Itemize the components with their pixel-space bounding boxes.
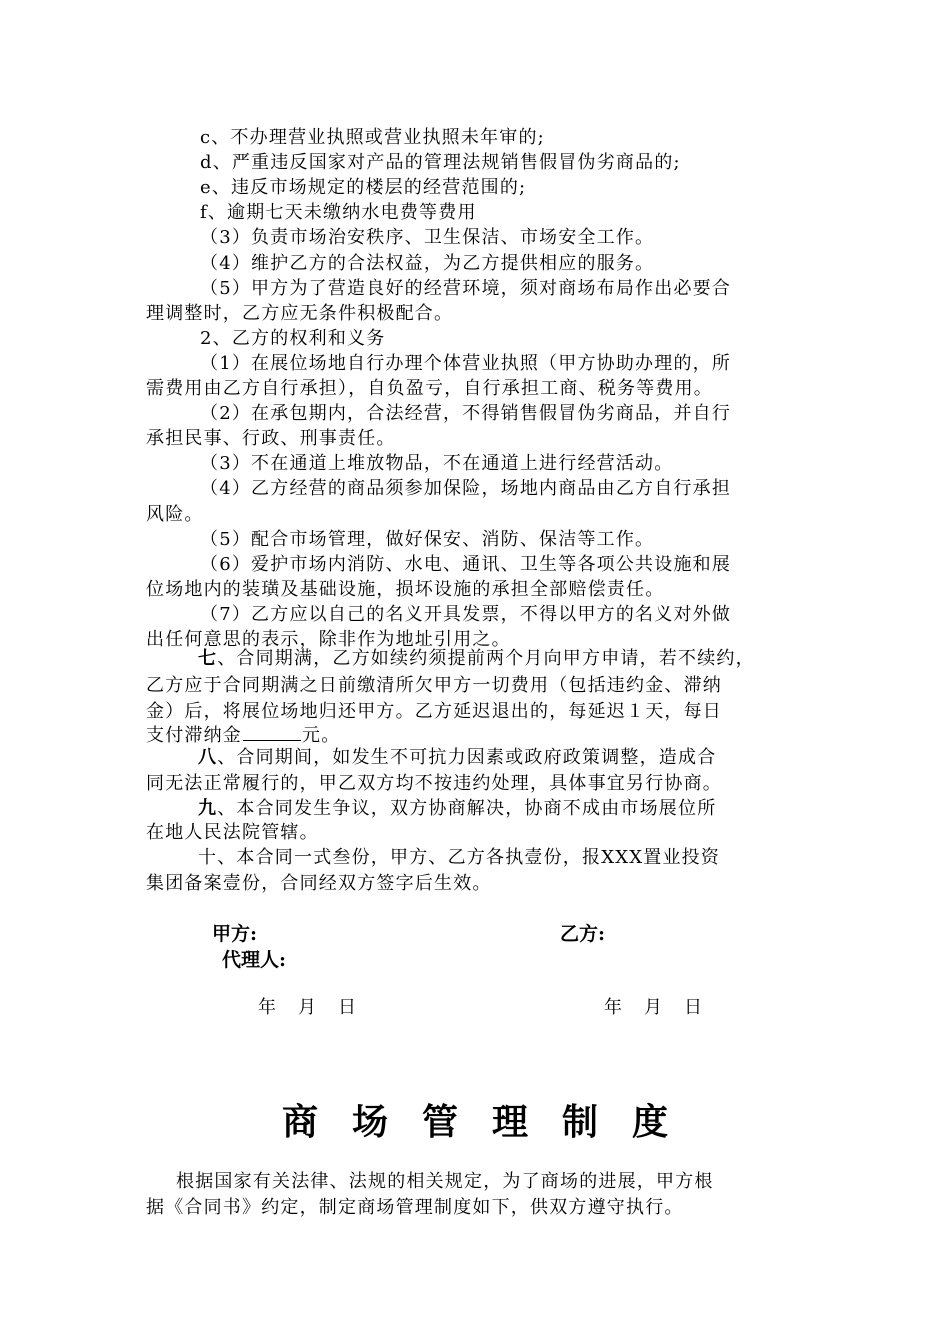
- intro-line-2: 据《合同书》约定，制定商场管理制度如下，供双方遵守执行。: [146, 1197, 684, 1218]
- contract-line: （5）配合市场管理，做好保安、消防、保洁等工作。: [200, 529, 655, 550]
- intro-line-1: 根据国家有关法律、法规的相关规定，为了商场的进展，甲方根: [176, 1171, 714, 1192]
- clause-8-number: 八: [198, 747, 218, 768]
- contract-line: （1）在展位场地自行办理个体营业执照（甲方协助办理的，所: [200, 353, 732, 374]
- contract-line: d、严重违反国家对产品的管理法规销售假冒伪劣商品的;: [200, 152, 681, 173]
- contract-line: f、逾期七天未缴纳水电费等费用: [200, 202, 477, 223]
- clause-7-line-1: 七、合同期满，乙方如续约须提前两个月向甲方申请，若不续约，: [198, 648, 755, 669]
- clause-10-number: 十: [198, 847, 218, 868]
- party-a-label: 甲方:: [212, 923, 258, 945]
- clause-8-line-1: 八、合同期间，如发生不可抗力因素或政府政策调整，造成合: [198, 747, 717, 768]
- clause-7-line-3: 金）后，将展位场地归还甲方。乙方延迟退出的，每延迟１天，每日: [146, 701, 722, 722]
- party-b-date: 年 月 日: [604, 997, 702, 1018]
- clause-7-line-4: 支付滞纳金 元。: [146, 725, 341, 746]
- contract-line: e、违反市场规定的楼层的经营范围的;: [200, 177, 527, 198]
- clause-9-line-2: 在地人民法院管辖。: [146, 822, 319, 843]
- contract-line: （4）乙方经营的商品须参加保险，场地内商品由乙方自行承担: [200, 478, 732, 499]
- contract-line: 风险。: [146, 504, 204, 525]
- clause-7-line-2: 乙方应于合同期满之日前缴清所欠甲方一切费用（包括违约金、滞纳: [146, 675, 722, 696]
- contract-line: （3）不在通道上堆放物品，不在通道上进行经营活动。: [200, 453, 674, 474]
- clause-9-line-1: 九、本合同发生争议，双方协商解决，协商不成由市场展位所: [198, 798, 717, 819]
- contract-line: （3）负责市场治安秩序、卫生保洁、市场安全工作。: [200, 227, 655, 248]
- contract-line: （5）甲方为了营造良好的经营环境，须对商场布局作出必要合: [200, 278, 732, 299]
- clause-10-line-1: 十、本合同一式叁份，甲方、乙方各执壹份，报XXX置业投资: [198, 847, 721, 868]
- clause-9-number: 九: [198, 798, 218, 819]
- contract-line: 需费用由乙方自行承担），自负盈亏，自行承担工商、税务等费用。: [146, 378, 713, 399]
- contract-line: c、不办理营业执照或营业执照未年审的;: [200, 127, 545, 148]
- clause-10-line-2: 集团备案壹份，合同经双方签字后生效。: [146, 873, 492, 894]
- contract-line: （6）爱护市场内消防、水电、通讯、卫生等各项公共设施和展: [200, 554, 732, 575]
- contract-line: 2、乙方的权利和义务: [200, 328, 386, 349]
- contract-line: （2）在承包期内，合法经营，不得销售假冒伪劣商品，并自行: [200, 403, 732, 424]
- party-a-date: 年 月 日: [258, 997, 356, 1018]
- party-b-label: 乙方:: [560, 923, 606, 945]
- late-fee-blank: [243, 724, 301, 741]
- clause-7-number: 七: [198, 648, 218, 669]
- contract-line: （7）乙方应以自己的名义开具发票，不得以甲方的名义对外做: [200, 604, 732, 625]
- section-title: 商场管理制度: [281, 1101, 702, 1143]
- clause-8-line-2: 同无法正常履行的，甲乙双方均不按违约处理，具体事宜另行协商。: [146, 773, 722, 794]
- contract-line: 出任何意思的表示，除非作为地址引用之。: [146, 629, 511, 650]
- contract-line: 承担民事、行政、刑事责任。: [146, 428, 396, 449]
- contract-line: （4）维护乙方的合法权益，为乙方提供相应的服务。: [200, 253, 655, 274]
- contract-line: 理调整时，乙方应无条件积极配合。: [146, 303, 454, 324]
- agent-label: 代理人:: [222, 949, 287, 971]
- contract-line: 位场地内的装璜及基础设施，损坏设施的承担全部赔偿责任。: [146, 579, 665, 600]
